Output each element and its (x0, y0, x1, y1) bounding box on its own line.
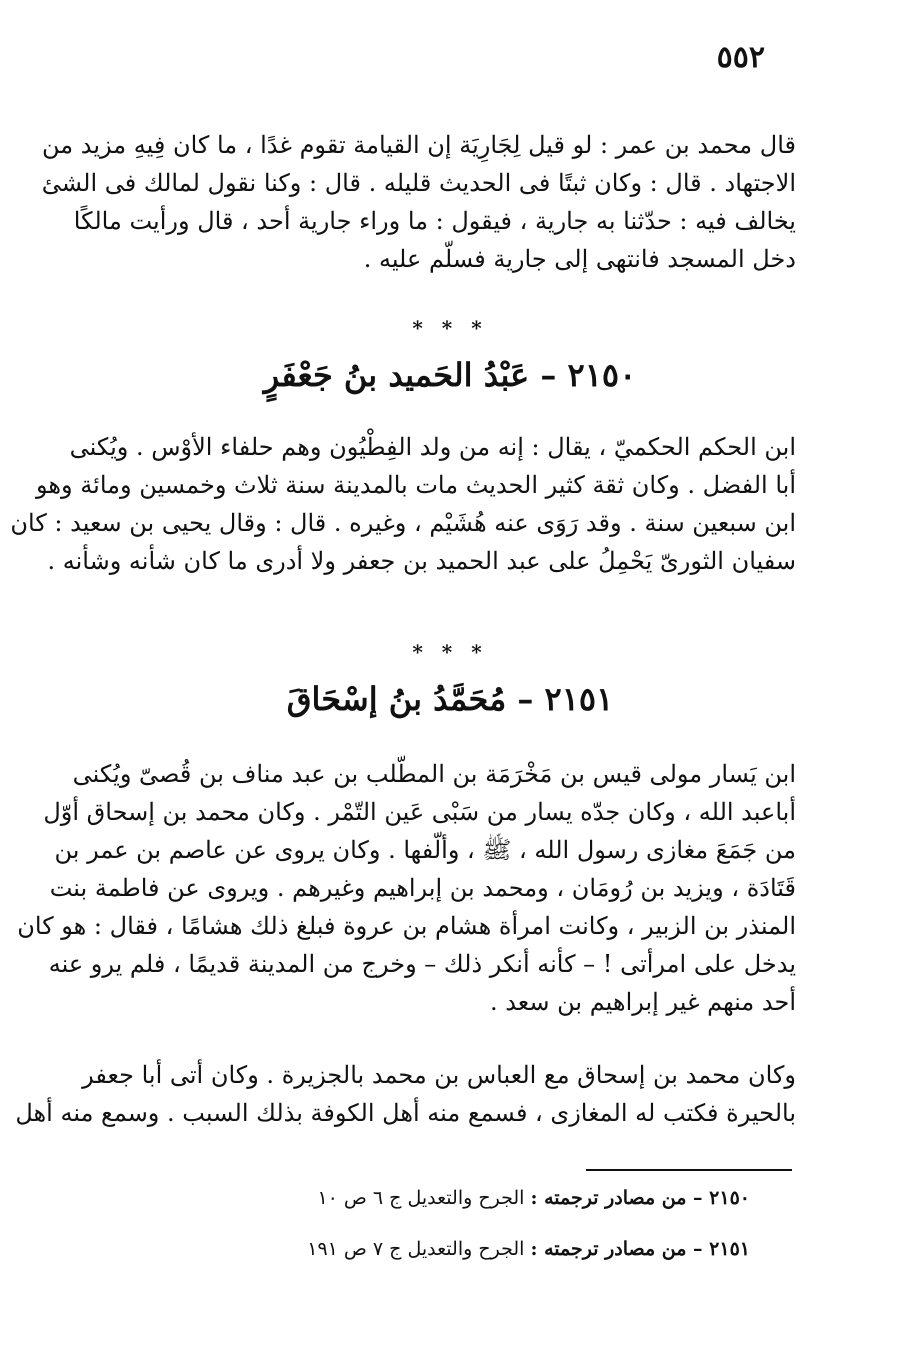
footnote-2150 (190, 1182, 750, 1214)
text-line: قال محمد بن عمر : لو قيل لِجَارِيَة إن القيامة تقوم غدًا ، ما كان فِيهِ مزيد من (41, 131, 796, 159)
text-line: ابن الحكم الحكميّ ، يقال : إنه من ولد الفِطْيُون وهم حلفاء الأوْس . ويُكنى (69, 433, 796, 461)
footnote-text: الجرح والتعديل ج ٦ ص ١٠ (317, 1187, 531, 1209)
text-line: من جَمَعَ مغازى رسول الله ، ﷺ ، وألّفها . وكان يروى عن عاصم بن عمر بن (54, 836, 796, 864)
entry-heading-2150: ٢١٥٠ – عَبْدُ الحَميد بنُ جَعْفَرٍ (263, 356, 637, 394)
section-separator: * * * (412, 640, 488, 664)
footnote-text: الجرح والتعديل ج ٧ ص ١٩١ (307, 1238, 531, 1260)
entry-2151-paragraph-1 (17, 755, 796, 1021)
text-line: أباعبد الله ، وكان جدّه يسار من سَبْى عَين التّمْر . وكان محمد بن إسحاق أوّل (43, 798, 796, 826)
intro-paragraph (41, 126, 796, 278)
section-separator: * * * (412, 316, 488, 340)
text-line: قَتَادَة ، ويزيد بن رُومَان ، ومحمد بن إبراهيم وغيرهم . ويروى عن فاطمة بنت (49, 874, 796, 902)
text-line: الاجتهاد . قال : وكان ثبتًا فى الحديث قليله . قال : وكنا نقول لمالك فى الشئ (41, 169, 796, 197)
text-line: أبا الفضل . وكان ثقة كثير الحديث مات بالمدينة سنة ثلاث وخمسين ومائة وهو (36, 471, 796, 499)
text-line: بالحيرة فكتب له المغازى ، فسمع منه أهل الكوفة بذلك السبب . وسمع منه أهل (15, 1099, 796, 1127)
footnote-label: ٢١٥٠ – من مصادر ترجمته : (530, 1187, 750, 1209)
text-line: يخالف فيه : حدّثنا به جارية ، فيقول : ما وراء جارية أحد ، قال ورأيت مالكًا (73, 207, 796, 235)
footnote-label: ٢١٥١ – من مصادر ترجمته : (530, 1238, 750, 1260)
text-line: دخل المسجد فانتهى إلى جارية فسلّم عليه . (363, 245, 796, 273)
text-line: ابن سبعين سنة . وقد رَوَى عنه هُشَيْم ، وغيره . قال : وقال يحيى بن سعيد : كان (10, 509, 796, 537)
text-line: سفيان الثورىّ يَحْمِلُ على عبد الحميد بن جعفر ولا أدرى ما كان شأنه وشأنه . (47, 547, 796, 575)
text-line: وكان محمد بن إسحاق مع العباس بن محمد بالجزيرة . وكان أتى أبا جعفر (82, 1061, 796, 1089)
footnote-2151 (190, 1233, 750, 1265)
text-line: المنذر بن الزبير ، وكانت امرأة هشام بن عروة فبلغ ذلك هشامًا ، فقال : هو كان (17, 912, 796, 940)
entry-2150-paragraph (10, 428, 796, 580)
text-line: ابن يَسار مولى قيس بن مَخْرَمَة بن المطّلب بن عبد مناف بن قُصىّ ويُكنى (72, 760, 796, 788)
text-line: يدخل على امرأتى ! – كأنه أنكر ذلك – وخرج من المدينة قديمًا ، فلم يرو عنه (48, 950, 796, 978)
footnote-divider (586, 1169, 792, 1171)
page-number: ٥٥٢ (716, 40, 765, 75)
entry-heading-2151: ٢١٥١ – مُحَمَّدُ بنُ إسْحَاقَ (286, 680, 614, 718)
entry-2151-paragraph-2 (15, 1056, 796, 1132)
text-line: أحد منهم غير إبراهيم بن سعد . (489, 988, 796, 1016)
